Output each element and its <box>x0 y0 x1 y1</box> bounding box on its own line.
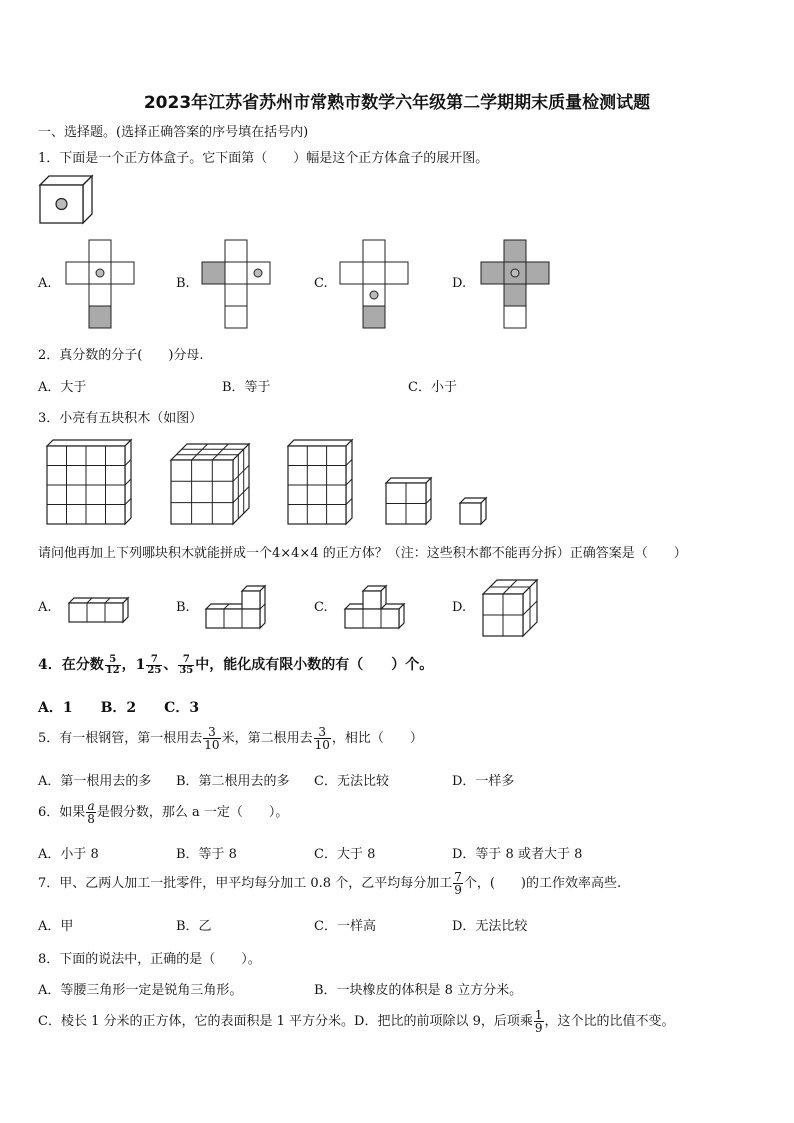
q8-numerator: 1 <box>534 1008 543 1022</box>
q7-opt-c[interactable]: C．一样高 <box>314 919 376 934</box>
option-c-blocks-figure[interactable] <box>345 586 405 628</box>
block-single-figure <box>460 498 487 524</box>
section-heading: 一、选择题。(选择正确答案的序号填在括号内) <box>38 125 309 140</box>
q7-opt-a[interactable]: A．甲 <box>38 919 74 934</box>
q4-f1-denominator: 12 <box>105 664 120 676</box>
q7-fraction <box>453 871 463 896</box>
q4-fraction-2 <box>146 655 162 676</box>
q5-opt-b[interactable]: B．第二根用去的多 <box>176 774 290 789</box>
block-3x4-figure <box>288 440 354 524</box>
q2-opt-b[interactable]: B．等于 <box>222 380 271 395</box>
q7-pre: 7．甲、乙两人加工一批零件，甲平均每分加工 0.8 个，乙平均每分加工 <box>38 876 453 891</box>
q6-opt-d[interactable]: D．等于 8 或者大于 8 <box>452 847 583 862</box>
q5-f2-numerator: 3 <box>314 726 331 739</box>
q5-f1-numerator: 3 <box>203 726 220 739</box>
q3-opt-d-label[interactable]: D. <box>452 600 467 615</box>
q8-opt-cd-line[interactable] <box>38 1009 675 1034</box>
q4-sep1: ，1 <box>121 657 146 673</box>
option-a-blocks-figure[interactable] <box>69 598 129 622</box>
q4-sep2: 、 <box>163 657 178 673</box>
q5-line <box>38 726 423 751</box>
net-a-figure[interactable] <box>66 240 134 328</box>
q7-numerator: 7 <box>454 870 462 884</box>
q5-opt-d[interactable]: D．一样多 <box>452 774 515 789</box>
q8-opt-cd-post: ，这个比的比值不变。 <box>544 1014 675 1029</box>
q4-f1-numerator: 5 <box>105 655 121 666</box>
q5-pre: 5．有一根钢管，第一根用去 <box>38 731 203 746</box>
q8-fraction <box>534 1009 544 1034</box>
q8-opt-cd-pre: C．棱长 1 分米的正方体，它的表面积是 1 平方分米。D．把比的前项除以 9，后项乘 <box>38 1014 533 1029</box>
q6-post: 是假分数，那么 a 一定（ ）。 <box>96 805 289 820</box>
q5-mid: 米，第二根用去 <box>221 731 313 746</box>
q5-post: ，相比（ ） <box>331 731 423 746</box>
q6-numerator: a <box>87 799 95 813</box>
q4-options[interactable]: A．1 B．2 C．3 <box>38 700 200 716</box>
q5-f1-denominator: 10 <box>204 738 220 752</box>
page-title: 2023年江苏省苏州市常熟市数学六年级第二学期期末质量检测试题 <box>143 93 651 113</box>
q4-fraction-1 <box>105 655 121 676</box>
net-b-figure[interactable] <box>202 240 270 328</box>
q8-text: 8．下面的说法中，正确的是（ ）。 <box>38 952 261 967</box>
net-d-figure[interactable] <box>481 240 549 328</box>
q4-line <box>38 654 433 676</box>
q1-opt-c-label[interactable]: C. <box>314 276 328 291</box>
q3-opt-b-label[interactable]: B. <box>176 600 190 615</box>
q8-opt-a[interactable]: A．等腰三角形一定是锐角三角形。 <box>38 983 243 998</box>
q4-f3-denominator: 35 <box>179 664 194 676</box>
option-b-blocks-figure[interactable] <box>206 586 266 628</box>
q5-f2-denominator: 10 <box>314 738 330 752</box>
q4-pre: 4．在分数 <box>38 657 104 673</box>
block-2x2-figure <box>386 478 432 524</box>
q7-denominator: 9 <box>454 883 462 897</box>
q7-post: 个，( )的工作效率高些. <box>463 876 622 891</box>
q3-text: 3．小亮有五块积木（如图） <box>38 411 203 426</box>
q6-line <box>38 800 288 825</box>
q4-fraction-3 <box>178 655 194 676</box>
cube-box-figure <box>40 176 95 226</box>
option-d-blocks-figure[interactable] <box>483 580 539 636</box>
q5-opt-a[interactable]: A．第一根用去的多 <box>38 774 152 789</box>
q1-text: 1．下面是一个正方体盒子。它下面第（ ）幅是这个正方体盒子的展开图。 <box>38 151 489 166</box>
q3-opt-c-label[interactable]: C. <box>314 600 328 615</box>
q4-post: 中，能化成有限小数的有（ ）个。 <box>195 657 434 673</box>
q6-opt-c[interactable]: C．大于 8 <box>314 847 376 862</box>
q5-fraction-1 <box>203 726 220 751</box>
q7-line <box>38 871 621 896</box>
q4-f2-denominator: 25 <box>147 664 162 676</box>
q2-opt-a[interactable]: A．大于 <box>38 380 87 395</box>
q6-opt-b[interactable]: B．等于 8 <box>176 847 237 862</box>
q2-opt-c[interactable]: C．小于 <box>408 380 457 395</box>
q6-fraction <box>86 800 96 825</box>
block-4x4-figure <box>47 440 133 524</box>
q8-denominator: 9 <box>534 1021 543 1035</box>
q3-opt-a-label[interactable]: A. <box>38 600 52 615</box>
q8-opt-b[interactable]: B．一块橡皮的体积是 8 立方分米。 <box>314 983 523 998</box>
q4-f3-numerator: 7 <box>178 655 194 666</box>
q7-opt-d[interactable]: D．无法比较 <box>452 919 528 934</box>
q7-opt-b[interactable]: B．乙 <box>176 919 212 934</box>
q3-question: 请问他再加上下列哪块积木就能拼成一个4×4×4 的正方体？（注：这些积木都不能再分拆）正确答案是（ ） <box>38 546 687 561</box>
q6-pre: 6．如果 <box>38 805 86 820</box>
q6-opt-a[interactable]: A．小于 8 <box>38 847 99 862</box>
q1-opt-d-label[interactable]: D. <box>452 276 467 291</box>
q2-text: 2．真分数的分子( )分母. <box>38 348 204 363</box>
block-stepped-figure <box>171 444 251 524</box>
q4-f2-numerator: 7 <box>146 655 162 666</box>
q5-opt-c[interactable]: C．无法比较 <box>314 774 389 789</box>
q5-fraction-2 <box>314 726 331 751</box>
net-c-figure[interactable] <box>340 240 408 328</box>
q1-opt-b-label[interactable]: B. <box>176 276 190 291</box>
q1-opt-a-label[interactable]: A. <box>38 276 52 291</box>
q6-denominator: 8 <box>87 812 95 826</box>
